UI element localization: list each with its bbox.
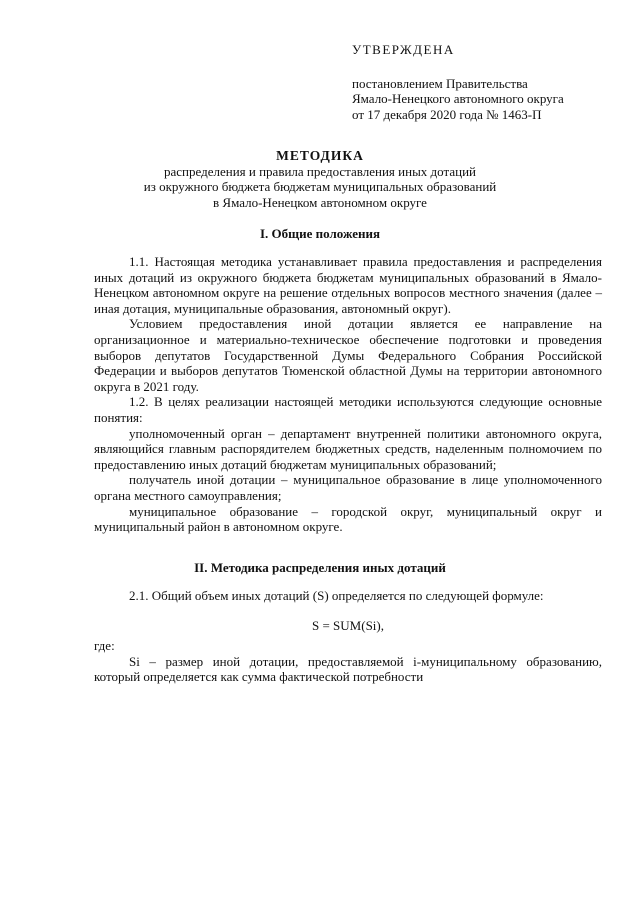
approval-line-1: постановлением Правительства — [352, 75, 528, 91]
approval-line-3: от 17 декабря 2020 года № 1463-П — [352, 106, 542, 122]
where-label: где: — [94, 638, 115, 654]
section-1-paragraph-2: Условием предоставления иной дотации является ее направление на организационное и материально-техническое обеспечение подготовки и проведения выборов депутатов Государственной Думы Федерального Собрания Российской Федерации и выборов депутатов Тюменской областной Думы на территории автономного округа в 2021 году. — [94, 316, 602, 394]
section-2-paragraph-2: Si – размер иной дотации, предоставляемой i-муниципальному образованию, который определяется как сумма фактической потребности — [94, 653, 602, 685]
section-1-heading: I. Общие положения — [260, 226, 380, 241]
section-1-paragraph-4: уполномоченный орган – департамент внутренней политики автономного округа, являющийся главным распорядителем бюджетных средств, наделенным полномочием по предоставлению иных дотаций бюджетам муниципальных образований; — [94, 425, 602, 472]
section-2-paragraph-1: 2.1. Общий объем иных дотаций (S) определяется по следующей формуле: — [129, 588, 544, 603]
title-line-2: из окружного бюджета бюджетам муниципальных образований — [143, 179, 497, 194]
approval-stamp: УТВЕРЖДЕНА — [352, 42, 455, 57]
formula: S = SUM(Si), — [312, 617, 384, 633]
section-1-paragraph-5: получатель иной дотации – муниципальное образование в лице уполномоченного органа местного самоуправления; — [94, 472, 602, 503]
title-main: МЕТОДИКА — [276, 148, 364, 163]
approval-block — [352, 42, 622, 122]
section-2-heading: II. Методика распределения иных дотаций — [194, 560, 446, 575]
section-1-paragraph-1: 1.1. Настоящая методика устанавливает правила предоставления и распределения иных дотаций из окружного бюджета бюджетам муниципальных образований в Ямало-Ненецком автономном округе на решение отдельных вопросов местного значения (далее – иная дотация, муниципальные образования, автономный округ). — [94, 254, 602, 316]
section-1-paragraph-6: муниципальное образование – городской округ, муниципальный округ и муниципальный район в автономном округе. — [94, 503, 602, 535]
section-1-body — [94, 254, 602, 535]
document-title — [60, 148, 580, 210]
section-1-paragraph-3: 1.2. В целях реализации настоящей методики используются следующие основные понятия: — [94, 394, 602, 425]
approval-line-2: Ямало-Ненецкого автономного округа — [352, 91, 564, 106]
title-line-1: распределения и правила предоставления иных дотаций — [164, 163, 476, 179]
title-line-3: в Ямало-Ненецком автономном округе — [213, 194, 427, 210]
section-2-body — [94, 588, 602, 685]
